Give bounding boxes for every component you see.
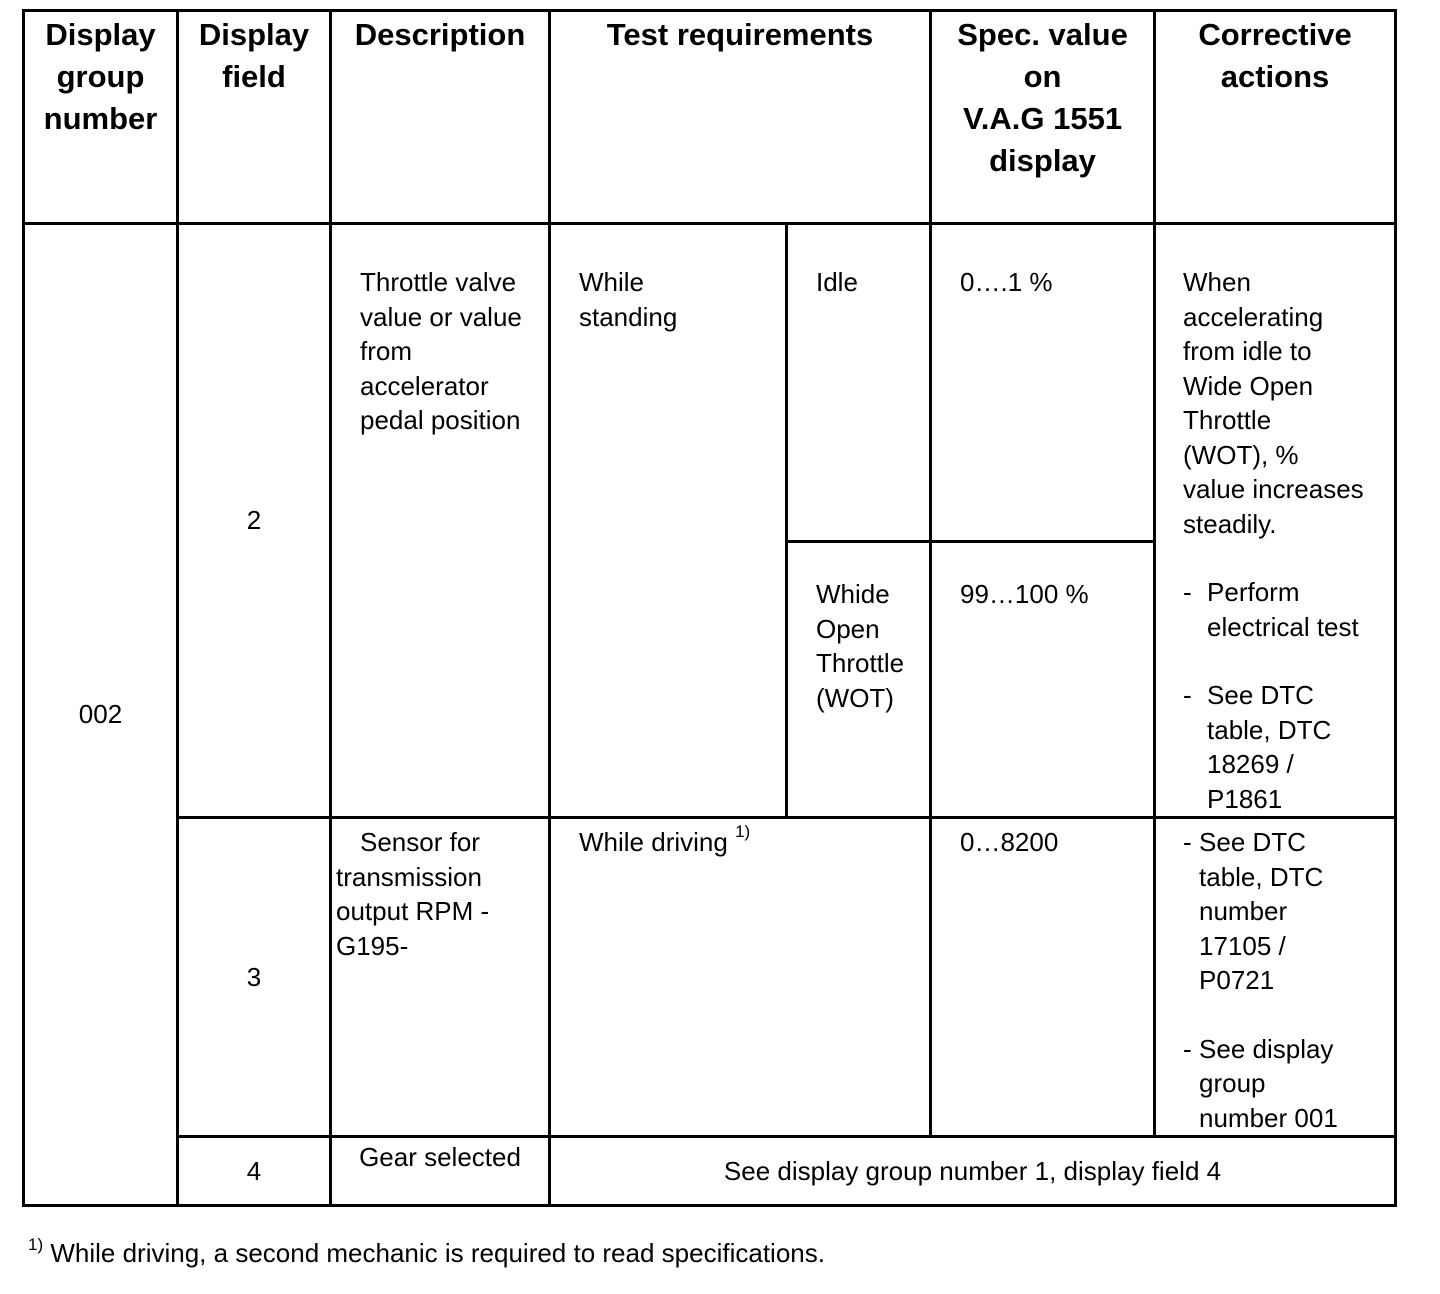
field-3-cell: 3 xyxy=(178,818,331,1137)
field-2-condition: While standing xyxy=(550,224,787,818)
header-description: Description xyxy=(331,11,550,224)
group-number-cell: 002 xyxy=(24,224,178,1206)
table-row-field4 xyxy=(24,1137,1396,1206)
field-4-merged-note: See display group number 1, display field 4 xyxy=(550,1137,1396,1206)
table-row-field2-idle xyxy=(24,224,1396,542)
field-2-spec-wot: 99…100 % xyxy=(931,542,1155,818)
field-3-action-bullet-1: - See DTC table, DTC number 17105 / P0721 xyxy=(1183,827,1324,995)
field-3-condition: While driving $^{1)}$ xyxy=(550,818,931,1137)
field-2-spec-idle: 0….1 % xyxy=(931,224,1155,542)
field-3-actions xyxy=(1155,818,1396,1137)
field-2-cell: 2 xyxy=(178,224,331,818)
diagnostic-table xyxy=(22,9,1397,1207)
header-group: Display group number xyxy=(24,11,178,224)
field-2-sub-idle: Idle xyxy=(787,224,931,542)
field-4-description: Gear selected xyxy=(331,1137,550,1206)
field-2-sub-wot: Whide Open Throttle (WOT) xyxy=(787,542,931,818)
field-2-action-bullet-2: - See DTC table, DTC 18269 / P1861 xyxy=(1183,680,1332,814)
footnote xyxy=(28,1236,825,1270)
field-3-action-bullet-2: - See display group number 001 xyxy=(1183,1033,1338,1133)
footnote-marker: 1) xyxy=(28,1235,44,1254)
field-2-actions: When accelerating from idle to Wide Open Throttle (WOT), % value increases steadily. - Perform electrical test - See DTC table, DTC 18269 / P1861 xyxy=(1155,224,1396,818)
field-3-description-first: Sensor for xyxy=(360,827,480,857)
header-spec-value: Spec. value on V.A.G 1551 display xyxy=(931,11,1155,224)
footnote-text: While driving, a second mechanic is required to read specifications. xyxy=(50,1238,825,1268)
header-test-requirements: Test requirements xyxy=(550,11,931,224)
field-3-spec: 0…8200 xyxy=(931,818,1155,1137)
field-3-description xyxy=(331,818,550,1137)
field-3-description-rest: transmission output RPM - G195- xyxy=(336,861,490,961)
header-row xyxy=(24,11,1396,224)
table-row-field3 xyxy=(24,818,1396,1137)
field-2-description: Throttle valve value or value from accelerator pedal position xyxy=(331,224,550,818)
field-4-cell: 4 xyxy=(178,1137,331,1206)
header-field: Display field xyxy=(178,11,331,224)
field-2-action-bullet-1: - Perform electrical test xyxy=(1183,577,1359,642)
header-corrective-actions: Corrective actions xyxy=(1155,11,1396,224)
